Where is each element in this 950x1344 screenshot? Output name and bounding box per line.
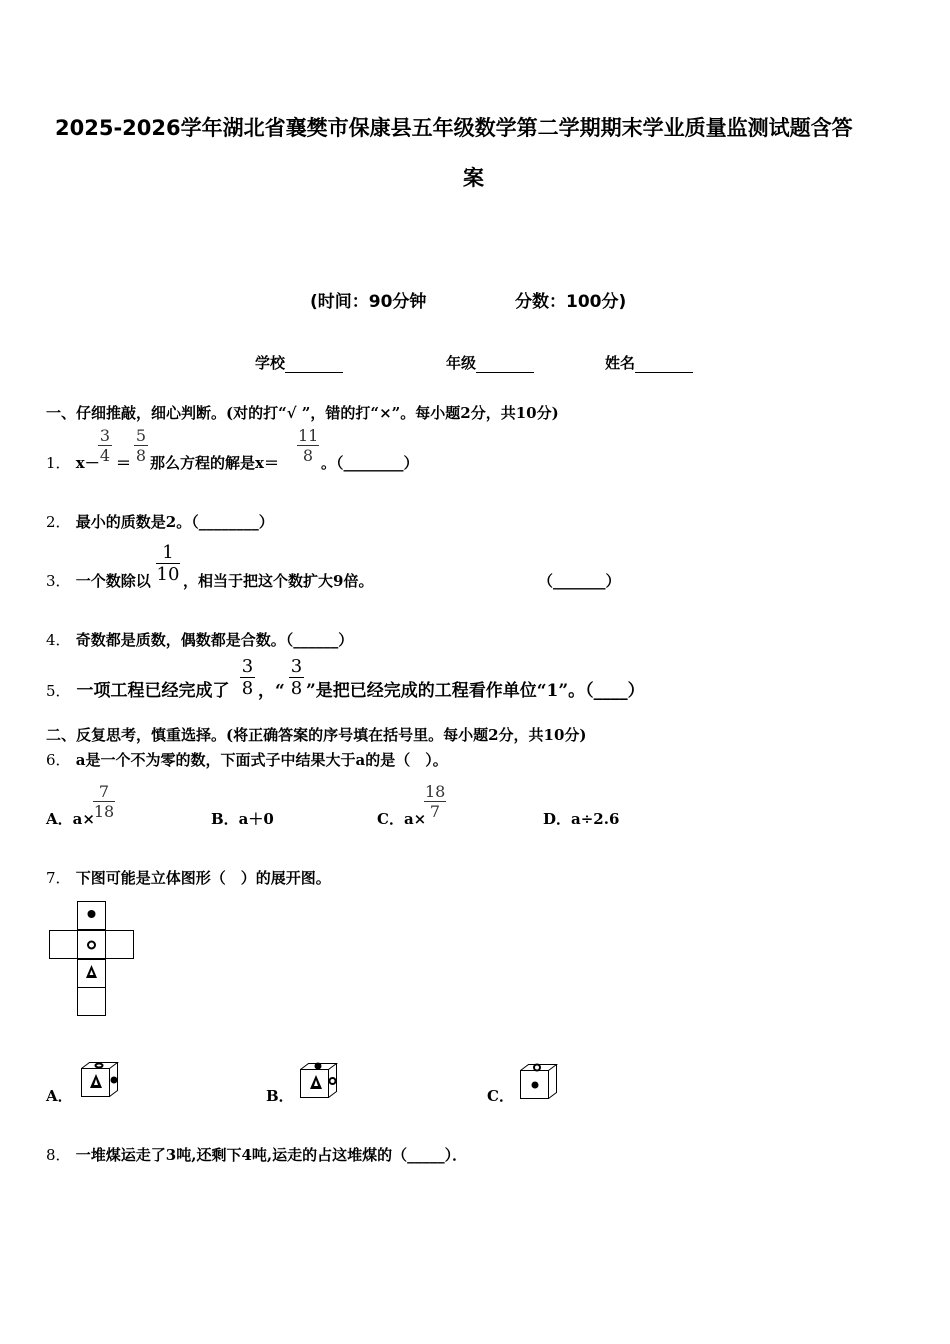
- section1-heading: 一、仔细推敲，细心判断。(对的打“√ ”，错的打“×”。每小题2分，共10分): [46, 404, 559, 422]
- q1-f2-numerator: 5: [135, 426, 147, 445]
- net-face-center: [78, 931, 106, 959]
- q6-option-c[interactable]: C．a×: [377, 810, 427, 828]
- document-title-line2: 案: [463, 166, 484, 190]
- q6-option-a[interactable]: A．a×: [46, 810, 95, 828]
- name-label: 姓名: [605, 354, 636, 372]
- q6-a-numerator: 7: [93, 782, 115, 802]
- ring-icon: [534, 1065, 540, 1071]
- q3-post: ，相当于把这个数扩大9倍。: [183, 572, 374, 590]
- q8-text[interactable]: 一堆煤运走了3吨,还剩下4吨,运走的占这堆煤的（_____）．: [75, 1146, 468, 1164]
- dot-icon: [111, 1077, 118, 1084]
- q5-f2-denominator: 8: [290, 678, 303, 699]
- q6-c-denominator: 7: [429, 802, 441, 821]
- q1-mid: 那么方程的解是x＝: [150, 454, 279, 472]
- q1-answer-blank[interactable]: 。（________）: [321, 454, 419, 472]
- question-2: [46, 511, 274, 532]
- q1-fraction-3: [297, 426, 319, 465]
- q1-f1-numerator: 3: [99, 426, 111, 445]
- grade-field[interactable]: [446, 352, 534, 373]
- q3-fraction: [156, 542, 180, 585]
- question-3: [46, 570, 151, 591]
- section2-heading: 二、反复思考，慎重选择。(将正确答案的序号填在括号里。每小题2分，共10分): [46, 726, 587, 744]
- exam-time: (时间：90分钟: [310, 292, 427, 312]
- question-6: [46, 749, 448, 770]
- q5-f1-denominator: 8: [241, 678, 254, 699]
- q5-mid: ，“: [258, 681, 285, 701]
- q4-text[interactable]: 奇数都是质数，偶数都是合数。（______）: [75, 631, 354, 649]
- name-blank[interactable]: [635, 354, 693, 373]
- dot-icon: [88, 910, 96, 918]
- q3-pre: 一个数除以: [75, 572, 151, 590]
- q7-number: 7．: [46, 869, 71, 887]
- q1-f3-denominator: 8: [302, 446, 314, 465]
- question-1: [46, 452, 100, 473]
- q5-f2-numerator: 3: [290, 656, 303, 677]
- q6-option-a-fraction: [93, 782, 115, 821]
- school-blank[interactable]: [285, 354, 343, 373]
- q7-option-b[interactable]: B．: [266, 1087, 294, 1105]
- q7-option-c[interactable]: C．: [487, 1087, 514, 1105]
- ring-icon: [330, 1078, 336, 1084]
- q6-option-c-fraction: [424, 782, 446, 821]
- q2-text[interactable]: 最小的质数是2。（________）: [75, 513, 274, 531]
- q2-number: 2．: [46, 513, 71, 531]
- q5-fraction-1: [240, 656, 255, 699]
- school-field[interactable]: [255, 352, 343, 373]
- dot-icon: [315, 1063, 322, 1070]
- q7-option-a[interactable]: A．: [46, 1087, 73, 1105]
- q1-f2-denominator: 8: [135, 446, 147, 465]
- cube-net-figure: [48, 901, 138, 1019]
- q7-option-b-cube[interactable]: [297, 1060, 343, 1100]
- q3-number: 3．: [46, 572, 71, 590]
- question-7: [46, 867, 331, 888]
- document-title-line1: 2025-2026学年湖北省襄樊市保康县五年级数学第二学期期末学业质量监测试题含答: [55, 116, 853, 140]
- grade-blank[interactable]: [476, 354, 534, 373]
- q4-number: 4．: [46, 631, 71, 649]
- q1-equals: ＝: [116, 454, 132, 472]
- q1-fraction-1: [98, 426, 112, 465]
- dot-icon: [532, 1082, 539, 1089]
- q6-text: a是一个不为零的数，下面式子中结果大于a的是（ ）。: [75, 751, 448, 769]
- q6-c-numerator: 18: [425, 782, 446, 801]
- question-8: [46, 1144, 467, 1165]
- q5-pre: 一项工程已经完成了: [76, 681, 230, 701]
- q1-number: 1．: [46, 454, 71, 472]
- q5-f1-numerator: 3: [241, 656, 254, 677]
- q7-option-a-cube[interactable]: [78, 1060, 124, 1100]
- net-face-right: [106, 931, 134, 959]
- ring-icon: [88, 942, 95, 949]
- q8-number: 8．: [46, 1146, 71, 1164]
- q3-f-denominator: 10: [156, 564, 180, 585]
- q5-post[interactable]: ”是把已经完成的工程看作单位“1”。（____）: [306, 681, 645, 701]
- q1-f3-numerator: 11: [298, 426, 319, 445]
- grade-label: 年级: [446, 354, 477, 372]
- q6-number: 6．: [46, 751, 71, 769]
- name-field[interactable]: [605, 352, 693, 373]
- q6-a-denominator: 18: [93, 802, 115, 821]
- question-5: [46, 676, 229, 701]
- school-label: 学校: [255, 354, 286, 372]
- q1-pre: x－: [75, 454, 100, 472]
- q5-number: 5．: [46, 682, 71, 700]
- net-face-bottom: [78, 988, 106, 1016]
- q1-fraction-2: [134, 426, 148, 465]
- question-4: [46, 629, 353, 650]
- q5-fraction-2: [289, 656, 304, 699]
- net-face-left: [50, 931, 78, 959]
- q7-option-c-cube[interactable]: [517, 1062, 563, 1102]
- q1-f1-denominator: 4: [99, 446, 111, 465]
- q3-f-numerator: 1: [156, 542, 180, 564]
- q3-answer-blank[interactable]: （_______）: [538, 572, 621, 590]
- q7-text: 下图可能是立体图形（ ）的展开图。: [75, 869, 331, 887]
- exam-score: 分数：100分): [515, 292, 627, 312]
- q6-option-b[interactable]: B．a＋0: [211, 810, 274, 828]
- ring-icon: [96, 1064, 103, 1068]
- q6-option-d[interactable]: D．a÷2.6: [543, 810, 620, 828]
